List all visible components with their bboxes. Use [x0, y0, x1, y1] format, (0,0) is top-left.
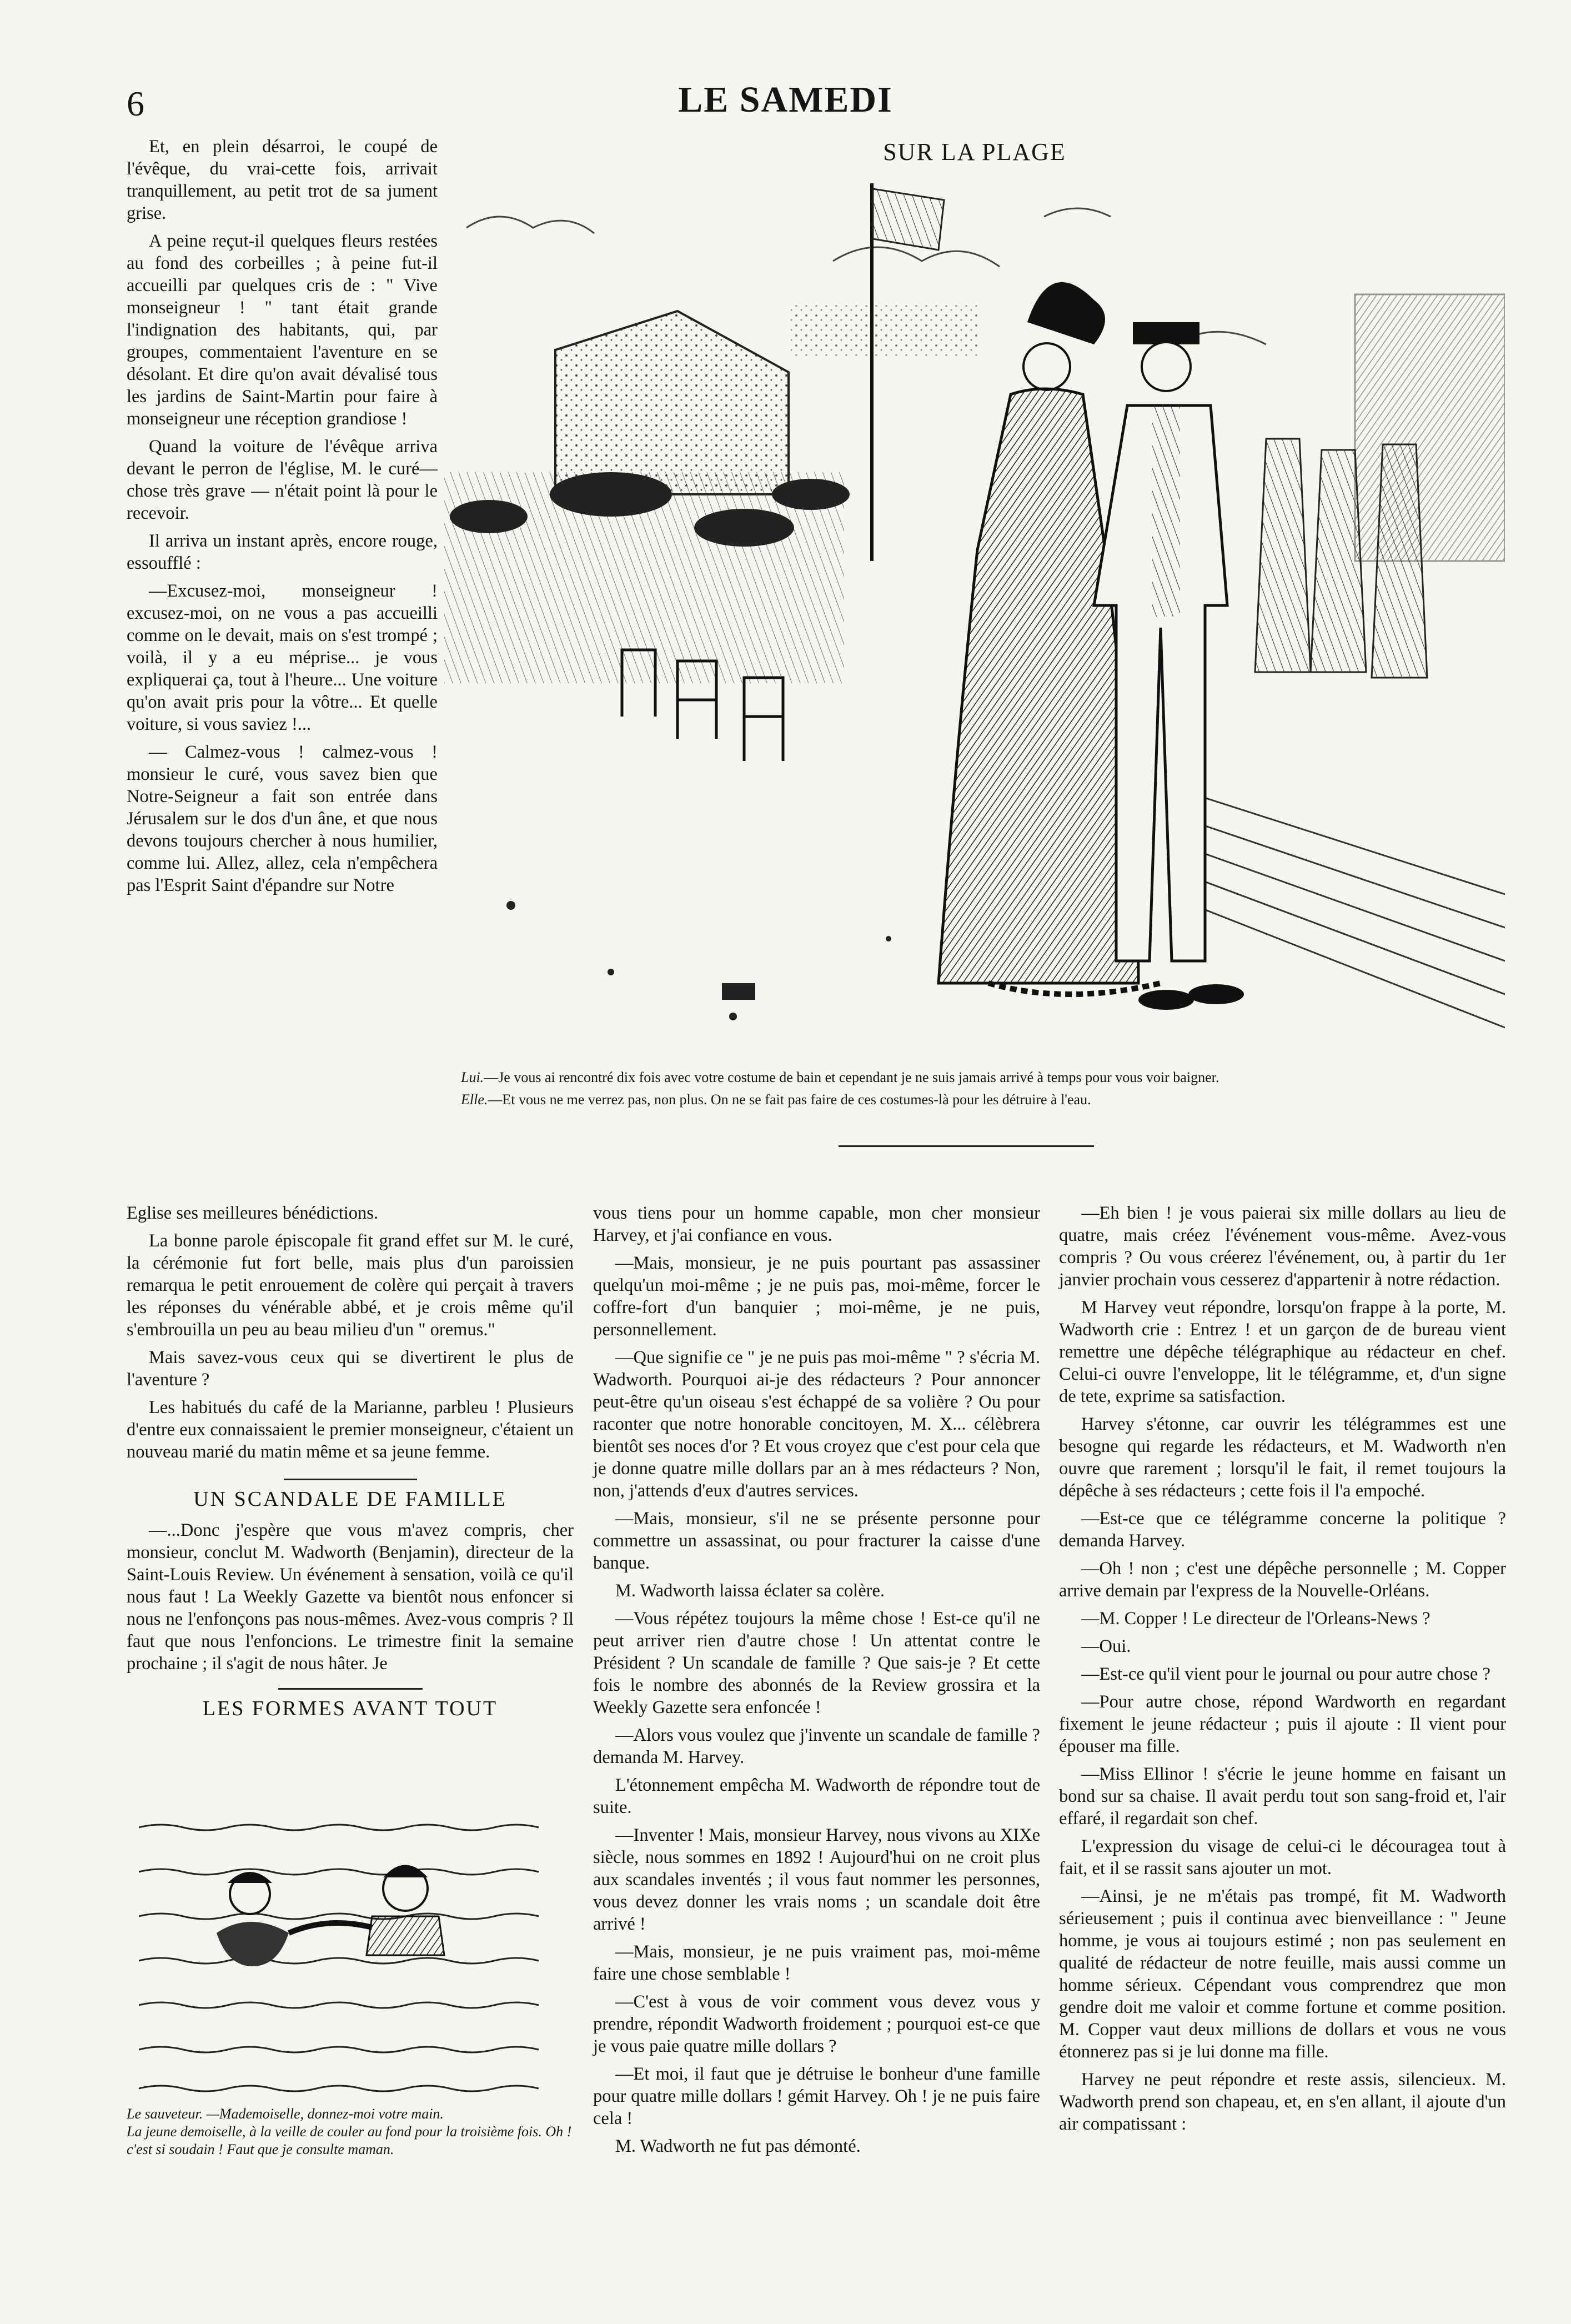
man-figure: [1094, 322, 1244, 1010]
paragraph: —Excusez-moi, monseigneur ! excusez-moi, on ne vous a pas accueilli comme on le devait, mais on s'est trompé ; voilà, il y a eu méprise... je vous expliquerai ça, tout à l'heure... Une voiture qu'on avait pris pour la vôtre... Et quelle voiture, si vous saviez !...: [127, 581, 438, 734]
paragraph: —Que signifie ce " je ne puis pas moi-même " ? s'écria M. Wadworth. Pourquoi ai-je des rédacteurs ? Pour annoncer peut-être qu'un oiseau s'est échappé de sa volière ? Ou pour raconter que notre honorable concitoyen, M. X... célèbrera bientôt ses noces d'or ? Et vous croyez que c'est pour cela que je donne quatre mille dollars par an à mes rédacteurs ? Non, non, j'attends d'eux d'autres services.: [593, 1348, 1040, 1501]
paragraph: —Ainsi, je ne m'étais pas trompé, fit M. Wadworth sérieusement ; puis il continua avec bienveillance : " Jeune homme, je vous ai toujours estimé ; non pas seulement en qualité de rédacteur de notre feuille, mais aussi comme un homme sérieux. Cépendant vous comprendrez que mon gendre doit me valoir et comme fortune et comme position. M. Copper vaut deux millions de dollars et vous ne vous étonnerez pas si je lui donne ma fille.: [1059, 1886, 1506, 2062]
paragraph: —Est-ce qu'il vient pour le journal ou pour autre chose ?: [1081, 1664, 1490, 1684]
paragraph: —Eh bien ! je vous paierai six mille dollars au lieu de quatre, mais créez l'événement vous-même. Avez-vous compris ? Ou vous créerez l'événement, ou, à partir du 1er janvier prochain vous cesserez d'appartenir à notre rédaction.: [1059, 1203, 1506, 1290]
paragraph: Les habitués du café de la Marianne, parbleu ! Plusieurs d'entre eux connaissaient le premier monseigneur, c'étaient un nouveau marié du matin même et sa jeune femme.: [127, 1398, 574, 1462]
right-column: [1059, 1202, 1506, 2141]
rescuer-figure: [289, 1865, 444, 1956]
paragraph: —Est-ce que ce télégramme concerne la politique ? demanda Harvey.: [1059, 1509, 1506, 1551]
paragraph: —Vous répétez toujours la même chose ! Est-ce qu'il ne peut arriver rien d'autre chose ! Un attentat contre le Président ? Un scandale de famille ? Que sais-je ? Et cette fois le nombre des abonnés de la Review grossira et la Weekly Gazette sera enfoncée !: [593, 1609, 1040, 1717]
paragraph: —Et moi, il faut que je détruise le bonheur d'une famille pour quatre mille dollars ! gémit Harvey. Oh ! je ne puis faire cela !: [593, 2064, 1040, 2128]
caption-elle: [444, 1090, 1505, 1110]
paragraph: vous tiens pour un homme capable, mon cher monsieur Harvey, et j'ai confiance en vous.: [593, 1203, 1040, 1245]
middle-column: [593, 1202, 1040, 2163]
illustration-title: SUR LA PLAGE: [883, 138, 1066, 166]
caption-lui-text: —Je vous ai rencontré dix fois avec votre costume de bain et cependant je ne suis jamais arrivé à temps pour vous voir baigner.: [484, 1069, 1219, 1085]
left-column-continuation: [127, 1202, 574, 1729]
speaker-elle: Elle.: [461, 1091, 488, 1108]
caption-line: Le sauveteur. —Mademoiselle, donnez-moi votre main.: [127, 2106, 444, 2122]
paragraph: —Pour autre chose, répond Wardworth en regardant fixement le jeune rédacteur ; puis il ajoute : Il vient pour épouser ma fille.: [1059, 1692, 1506, 1756]
paragraph: —Inventer ! Mais, monsieur Harvey, nous vivons au XIXe siècle, nous sommes en 1892 ! Aujourd'hui on ne croit plus aux scandales inventés ; il vous faut nommer les personnes, vous devez donner les vrais noms ; un scandale doit être arrivé !: [593, 1825, 1040, 1934]
paragraph: M. Wadworth ne fut pas démonté.: [615, 2136, 861, 2156]
paragraph: — Calmez-vous ! calmez-vous ! monsieur le curé, vous savez bien que Notre-Seigneur a fait son entrée dans Jérusalem sur le dos d'un âne, et que nous devons toujours chercher à nous humilier, comme lui. Allez, allez, cela n'empêchera pas l'Esprit Saint d'épandre sur Notre: [127, 742, 438, 895]
caption-line: La jeune demoiselle, à la veille de couler au fond pour la troisième fois. Oh ! c'est si soudain ! Faut que je consulte maman.: [127, 2123, 572, 2157]
paragraph: —Miss Ellinor ! s'écrie le jeune homme en faisant un bond sur sa chaise. Il avait perdu tout son sang-froid et, l'air effaré, il regardait son chef.: [1059, 1764, 1506, 1829]
paragraph: Et, en plein désarroi, le coupé de l'évêque, du vrai-cette fois, arrivait tranquillement, au petit trot de sa jument grise.: [127, 137, 438, 223]
young-lady-figure: [217, 1872, 289, 1966]
paragraph: L'étonnement empêcha M. Wadworth de répondre tout de suite.: [593, 1775, 1040, 1817]
beach-scene-image: [444, 183, 1505, 1061]
paragraph: —Oui.: [1081, 1636, 1131, 1656]
paragraph: —...Donc j'espère que vous m'avez compris, cher monsieur, conclut M. Wadworth (Benjamin), directeur de la Saint-Louis Review. Un événement à sensation, voilà ce qu'il nous faut ! La Weekly Gazette va bientôt nous enfoncer si nous ne l'enfonçons pas nous-mêmes. Avez-vous compris ? Il faut que nous l'enfoncions. Le trimestre finit la semaine prochaine ; il s'agit de nous hâter. Je: [127, 1520, 574, 1674]
paragraph: Il arriva un instant après, encore rouge, essoufflé :: [127, 531, 438, 573]
swimmers-caption: [127, 2105, 574, 2158]
paragraph: —Alors vous voulez que j'invente un scandale de famille ? demanda M. Harvey.: [593, 1725, 1040, 1767]
paragraph: Mais savez-vous ceux qui se divertirent le plus de l'aventure ?: [127, 1348, 574, 1390]
left-column-top: [127, 136, 438, 902]
paragraph: —Mais, monsieur, je ne puis pourtant pas assassiner quelqu'un moi-même ; je ne puis pas, moi-même, forcer le coffre-fort d'un banquier ; moi-même, je ne puis, personnellement.: [593, 1253, 1040, 1340]
paragraph: —C'est à vous de voir comment vous devez vous y prendre, répondit Wadworth froidement ; pourquoi est-ce que je vous paie quatre mille dollars ?: [593, 1992, 1040, 2056]
swimmers-illustration: [139, 1794, 561, 2105]
divider: [284, 1479, 417, 1480]
paragraph: —Mais, monsieur, s'il ne se présente personne pour commettre un assassinat, ou pour fracturer la caisse d'une banque.: [593, 1509, 1040, 1573]
divider: [839, 1145, 1094, 1147]
paragraph: A peine reçut-il quelques fleurs restées au fond des corbeilles ; à peine fut-il accueilli par quelques cris de : " Vive monseigneur ! " tant était grande l'indignation des habitants, qui, par groupes, commentaient l'aventure en se désolant. Et dire qu'on avait dévalisé tous les jardins de Saint-Martin pour faire à monseigneur une réception grandiose !: [127, 231, 438, 429]
beach-illustration: [444, 183, 1505, 1061]
paragraph: —Oh ! non ; c'est une dépêche personnelle ; M. Copper arrive demain par l'express de la Nouvelle-Orléans.: [1059, 1559, 1506, 1601]
section-title-formes: LES FORMES AVANT TOUT: [202, 1697, 498, 1720]
caption-elle-text: —Et vous ne me verrez pas, non plus. On ne se fait pas faire de ces costumes-là pour les détruire à l'eau.: [488, 1091, 1091, 1108]
illustration-caption: [444, 1068, 1505, 1112]
paragraph: —Mais, monsieur, je ne puis vraiment pas, moi-même faire une chose semblable !: [593, 1942, 1040, 1984]
speaker-lui: Lui.: [461, 1069, 484, 1085]
paragraph: M. Wadworth laissa éclater sa colère.: [615, 1581, 885, 1601]
paragraph: Harvey s'étonne, car ouvrir les télégrammes est une besogne qui regarde les rédacteurs, et M. Wadworth n'en ouvre que rarement ; lorsqu'il le fait, il remet toujours la dépêche à ses rédacteurs ; cette fois il l'a empoché.: [1059, 1414, 1506, 1501]
section-title-scandale: UN SCANDALE DE FAMILLE: [193, 1487, 507, 1511]
swimmers-image: [139, 1794, 561, 2105]
masthead-title: LE SAMEDI: [678, 79, 893, 120]
paragraph: Harvey ne peut répondre et reste assis, silencieux. M. Wadworth prend son chapeau, et, en s'en allant, il ajoute d'un air compatissant :: [1059, 2070, 1506, 2134]
paragraph: La bonne parole épiscopale fit grand effet sur M. le curé, la cérémonie fut fort belle, mais plus d'un paroissien remarqua le petit enrouement de colère qui perçait à travers les réponses du vénérable abbé, et je crois même qu'il s'embrouilla un peu au beau milieu d'un " oremus.": [127, 1231, 574, 1340]
paragraph: —M. Copper ! Le directeur de l'Orleans-News ?: [1081, 1609, 1431, 1629]
paragraph: L'expression du visage de celui-ci le découragea tout à fait, et il se rassit sans ajouter un mot.: [1059, 1836, 1506, 1879]
paragraph: Quand la voiture de l'évêque arriva devant le perron de l'église, M. le curé—chose très grave — n'était point là pour le recevoir.: [127, 437, 438, 523]
page-number: 6: [127, 84, 144, 123]
caption-lui: [444, 1068, 1505, 1088]
paragraph: Eglise ses meilleures bénédictions.: [127, 1203, 379, 1223]
paragraph: M Harvey veut répondre, lorsqu'on frappe à la porte, M. Wadworth crie : Entrez ! et un garçon de de bureau vient remettre une dépêche télégraphique au rédacteur en chef. Celui-ci ouvre l'enveloppe, lit le télégramme, et, d'un signe de tete, exprime sa satisfaction.: [1059, 1298, 1506, 1406]
divider: [278, 1688, 423, 1690]
